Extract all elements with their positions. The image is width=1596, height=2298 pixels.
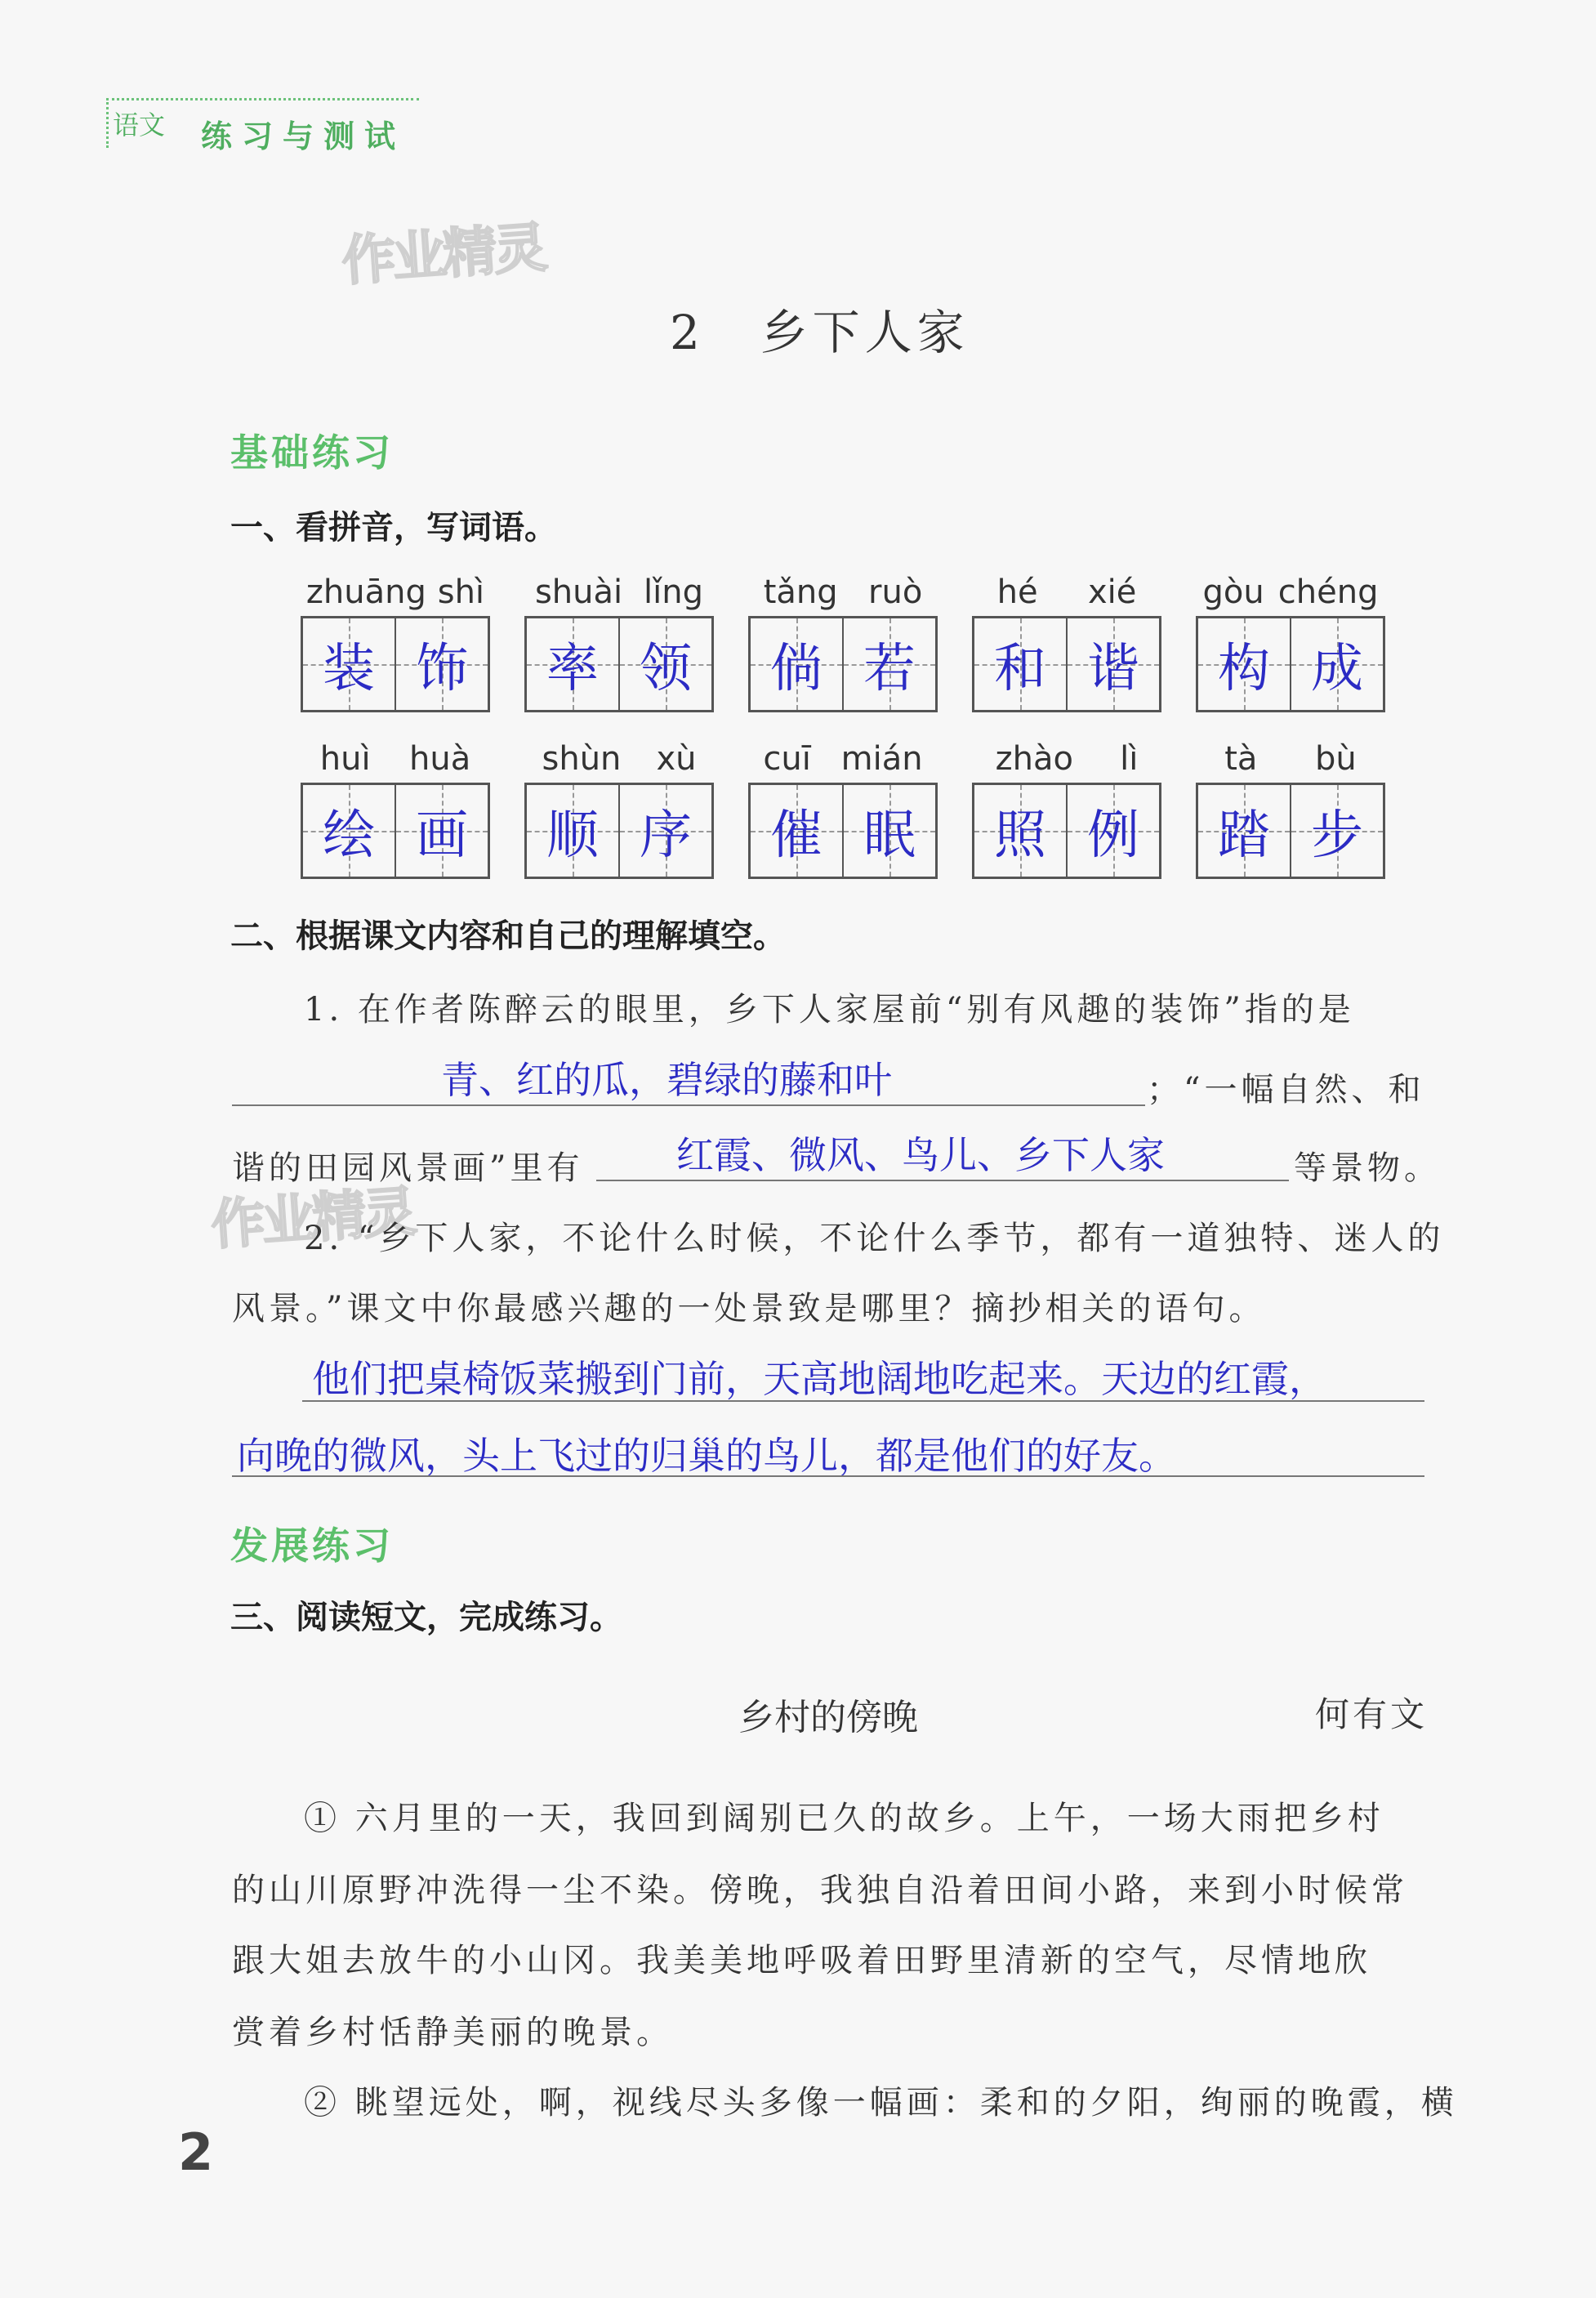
word-box: gòu chéng 构 成 <box>1196 573 1385 712</box>
lesson-number: 2 <box>670 305 700 360</box>
article-author: 何有文 <box>1315 1694 1429 1734</box>
section-basic: 基础练习 <box>230 431 394 475</box>
q2-heading: 二、根据课文内容和自己的理解填空。 <box>230 917 786 955</box>
answer-line <box>302 1400 1424 1402</box>
para1-line1: ① 六月里的一天，我回到阔别已久的故乡。上午，一场大雨把乡村 <box>304 1800 1384 1837</box>
word-box: zhào lì 照 例 <box>972 740 1161 879</box>
word-box: tǎng ruò 倘 若 <box>748 573 938 712</box>
word-box: zhuāng shì 装 饰 <box>301 573 490 712</box>
section-development: 发展练习 <box>230 1524 394 1568</box>
word-box: tà bù 踏 步 <box>1196 740 1385 879</box>
answer-line <box>232 1475 1424 1477</box>
pinyin-row-1 <box>301 573 1385 712</box>
q2-item1-mid: ；“一幅自然、和 <box>1147 1071 1425 1109</box>
watermark-middle: 作业精灵 <box>209 1180 416 1257</box>
para1-line2: 的山川原野冲洗得一尘不染。傍晚，我独自沿着田间小路，来到小时候常 <box>232 1872 1408 1909</box>
answer-line <box>596 1180 1289 1181</box>
q2-answer-3-line2: 向晚的微风，头上飞过的归巢的鸟儿，都是他们的好友。 <box>237 1434 1176 1478</box>
header-subject: 语文 <box>113 109 166 141</box>
para1-line3: 跟大姐去放牛的小山冈。我美美地呼吸着田野里清新的空气，尽情地欣 <box>232 1942 1371 1979</box>
page-number: 2 <box>178 2122 214 2182</box>
header-book-title: 练习与测试 <box>201 118 406 154</box>
para2-line1: ② 眺望远处，啊，视线尽头多像一幅画：柔和的夕阳，绚丽的晚霞，横 <box>304 2084 1458 2122</box>
q2-item1-line3-start: 谐的田园风景画”里有 <box>232 1149 584 1187</box>
article-title: 乡村的傍晚 <box>738 1697 918 1738</box>
q2-item2-line1: 2. “乡下人家，不论什么时候，不论什么季节，都有一道独特、迷人的 <box>304 1220 1445 1257</box>
lesson-title <box>670 294 970 363</box>
watermark-top: 作业精灵 <box>340 216 546 293</box>
q3-heading: 三、阅读短文，完成练习。 <box>230 1599 622 1636</box>
q2-answer-2: 红霞、微风、鸟儿、乡下人家 <box>676 1133 1165 1177</box>
para1-line4: 赏着乡村恬静美丽的晚景。 <box>232 2014 673 2051</box>
word-box: huì huà 绘 画 <box>301 740 490 879</box>
word-box: shuài lǐng 率 领 <box>524 573 714 712</box>
word-box: shùn xù 顺 序 <box>524 740 714 879</box>
q2-item1-line3-end: 等景物。 <box>1294 1149 1441 1187</box>
pinyin-row-2 <box>301 740 1385 879</box>
word-box: hé xié 和 谐 <box>972 573 1161 712</box>
q1-heading: 一、看拼音，写词语。 <box>230 509 557 547</box>
q2-item2-line2: 风景。”课文中你最感兴趣的一处景致是哪里？摘抄相关的语句。 <box>232 1290 1266 1327</box>
word-box: cuī mián 催 眠 <box>748 740 938 879</box>
q2-answer-3-line1: 他们把桌椅饭菜搬到门前，天高地阔地吃起来。天边的红霞， <box>312 1357 1326 1401</box>
lesson-name: 乡下人家 <box>760 305 970 360</box>
answer-line <box>232 1104 1145 1106</box>
q2-answer-1: 青、红的瓜，碧绿的藤和叶 <box>441 1058 892 1102</box>
q2-item1-line1: 1. 在作者陈醉云的眼里，乡下人家屋前“别有风趣的装饰”指的是 <box>304 991 1355 1029</box>
